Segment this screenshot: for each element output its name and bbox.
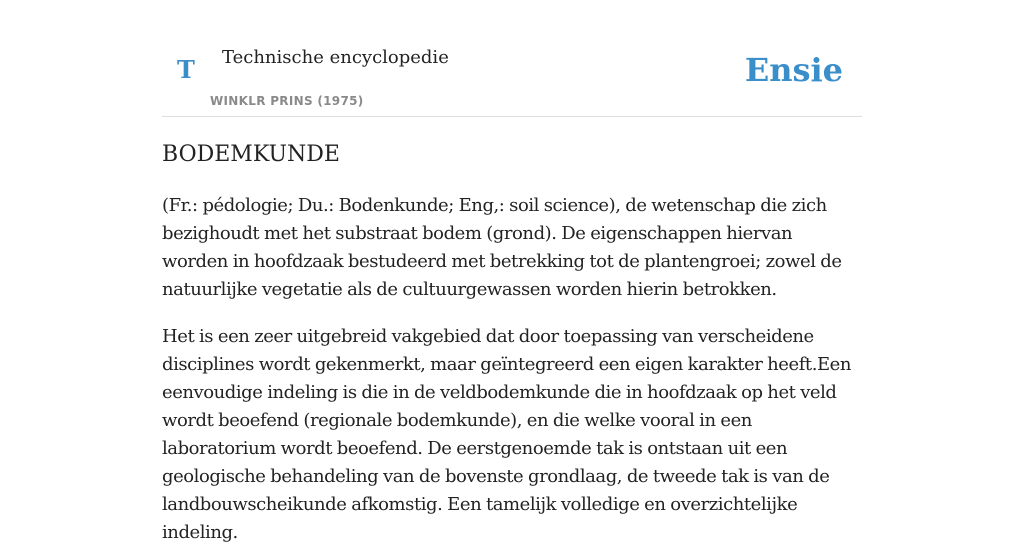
publication-logo-icon[interactable]: T [177,55,195,84]
page-header [162,0,862,117]
publication-source: WINKLR PRINS (1975) [210,94,364,108]
article-paragraph-1: (Fr.: pédologie; Du.: Bodenkunde; Eng,: soil science), de wetenschap die zich bezighoudt met het substraat bodem (grond). De eigenschappen hiervan worden in hoofdzaak bestudeerd met betrekking tot de plantengroei; zowel de natuurlijke vegetatie als de cultuurgewassen worden hierin betrokken. [162,195,842,300]
article-paragraph-2: Het is een zeer uitgebreid vakgebied dat door toepassing van verscheidene disciplines wordt gekenmerkt, maar geïntegreerd een eigen karakter heeft.Een eenvoudige indeling is die in de veldbodemkunde die in hoofdzaak op het veld wordt beoefend (regionale bodemkunde), en die welke vooral in een laboratorium wordt beoefend. De eerstgenoemde tak is ontstaan uit een geologische behandeling van de bovenste grondlaag, de tweede tak is van de landbouwscheikunde afkomstig. Een tamelijk volledige en overzichtelijke indeling. [162,326,852,543]
ensie-logo-link[interactable]: Ensie [744,51,843,89]
entry-title: BODEMKUNDE [162,142,340,167]
publication-title-link[interactable]: Technische encyclopedie [222,47,449,68]
article [162,116,862,547]
